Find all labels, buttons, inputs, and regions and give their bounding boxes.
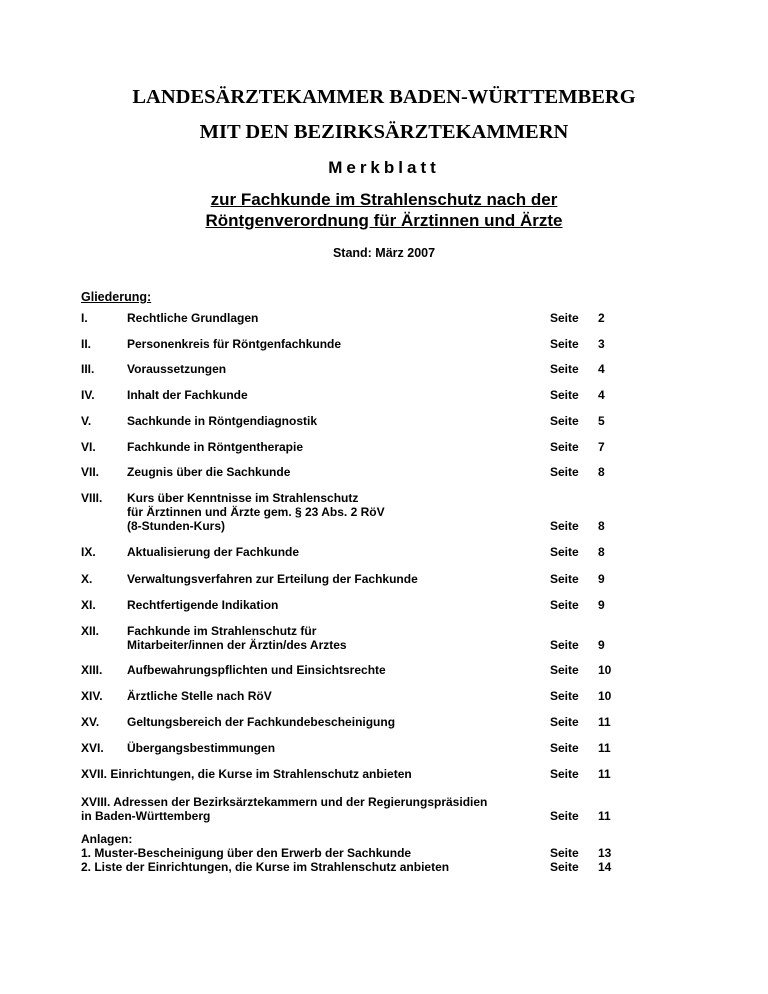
toc-text: Rechtfertigende Indikation [127, 598, 279, 612]
toc-text: Geltungsbereich der Fachkundebescheinigung [127, 715, 396, 729]
anlagen-text: 2. Liste der Einrichtungen, die Kurse im Strahlenschutz anbieten [81, 860, 450, 874]
toc-number: VII. [81, 465, 100, 479]
toc-seite: Seite [550, 440, 579, 454]
toc-text: Aktualisierung der Fachkunde [127, 545, 300, 559]
toc-seite: Seite [550, 311, 579, 325]
toc-number: XIII. [81, 663, 103, 677]
toc-page: 3 [598, 337, 605, 351]
toc-seite: Seite [550, 388, 579, 402]
toc-heading: Gliederung: [81, 290, 152, 304]
toc-text: Verwaltungsverfahren zur Erteilung der Fachkunde [127, 572, 418, 586]
anlagen-seite: Seite [550, 846, 579, 860]
toc-text: Kurs über Kenntnisse im Strahlenschutz für Ärztinnen und Ärzte gem. § 23 Abs. 2 RöV (8-Stunden-Kurs) [127, 491, 385, 533]
toc-seite: Seite [550, 519, 579, 533]
toc-page: 8 [598, 545, 605, 559]
subtitle-line-2: Röntgenverordnung für Ärztinnen und Ärzte [205, 211, 563, 230]
toc-number: II. [81, 337, 92, 351]
title-line-1: LANDESÄRZTEKAMMER BADEN-WÜRTTEMBERG [132, 86, 636, 108]
toc-text: Übergangsbestimmungen [127, 741, 276, 755]
toc-seite: Seite [550, 741, 579, 755]
toc-text: Zeugnis über die Sachkunde [127, 465, 291, 479]
toc-text: Sachkunde in Röntgendiagnostik [127, 414, 318, 428]
subtitle-line-1: zur Fachkunde im Strahlenschutz nach der [210, 190, 558, 209]
toc-number: X. [81, 572, 93, 586]
toc-page: 5 [598, 414, 605, 428]
toc-page: 11 [598, 741, 611, 755]
toc-text: Rechtliche Grundlagen [127, 311, 259, 325]
toc-number: VI. [81, 440, 96, 454]
toc-page: 10 [598, 663, 612, 677]
toc-text: Aufbewahrungspflichten und Einsichtsrechte [127, 663, 386, 677]
toc-seite: Seite [550, 545, 579, 559]
anlagen-seite: Seite [550, 860, 579, 874]
toc-page: 4 [598, 388, 605, 402]
toc-seite: Seite [550, 663, 579, 677]
toc-number: I. [81, 311, 88, 325]
toc-page: 8 [598, 519, 605, 533]
toc-number: XII. [81, 624, 100, 638]
toc-seite: Seite [550, 414, 579, 428]
toc-seite: Seite [550, 638, 579, 652]
toc-seite: Seite [550, 572, 579, 586]
toc-text: Fachkunde in Röntgentherapie [127, 440, 304, 454]
toc-number: IV. [81, 388, 95, 402]
toc-page: 9 [598, 572, 605, 586]
toc-number: XIV. [81, 689, 103, 703]
anlagen-text: 1. Muster-Bescheinigung über den Erwerb der Sachkunde [81, 846, 412, 860]
stand-date: Stand: März 2007 [332, 246, 436, 260]
toc-text: Fachkunde im Strahlenschutz für Mitarbeiter/innen der Ärztin/des Arztes [127, 624, 347, 652]
toc-seite: Seite [550, 337, 579, 351]
toc-text: Voraussetzungen [127, 362, 227, 376]
toc-text: Ärztliche Stelle nach RöV [127, 689, 272, 703]
toc-page: 9 [598, 598, 605, 612]
toc-page: 9 [598, 638, 605, 652]
anlagen-page: 13 [598, 846, 612, 860]
toc-number: V. [81, 414, 92, 428]
toc-seite: Seite [550, 598, 579, 612]
toc-text: Personenkreis für Röntgenfachkunde [127, 337, 342, 351]
toc-page: 2 [598, 311, 605, 325]
toc-text: XVII. Einrichtungen, die Kurse im Strahlenschutz anbieten [81, 767, 412, 781]
toc-seite: Seite [550, 465, 579, 479]
toc-seite: Seite [550, 362, 579, 376]
toc-page: 4 [598, 362, 605, 376]
toc-page: 10 [598, 689, 612, 703]
toc-number: IX. [81, 545, 96, 559]
subtitle [0, 189, 768, 231]
toc-number: XI. [81, 598, 96, 612]
toc-page: 7 [598, 440, 605, 454]
toc-page: 8 [598, 465, 605, 479]
toc-seite: Seite [550, 689, 579, 703]
toc-text: Inhalt der Fachkunde [127, 388, 248, 402]
toc-seite: Seite [550, 715, 579, 729]
toc-number: XV. [81, 715, 100, 729]
anlagen-heading: Anlagen: [81, 832, 133, 846]
anlagen-page: 14 [598, 860, 612, 874]
title-line-2: MIT DEN BEZIRKSÄRZTEKAMMERN [199, 121, 569, 143]
toc-number: VIII. [81, 491, 103, 505]
toc-number: XVI. [81, 741, 104, 755]
document-type: Merkblatt [328, 158, 440, 177]
toc-number: III. [81, 362, 95, 376]
toc-seite: Seite [550, 809, 579, 823]
toc-page: 11 [598, 715, 611, 729]
toc-text: XVIII. Adressen der Bezirksärztekammern und der Regierungspräsidien in Baden-Württemberg [81, 795, 488, 823]
toc-page: 11 [598, 767, 611, 781]
toc-page: 11 [598, 809, 611, 823]
toc-seite: Seite [550, 767, 579, 781]
